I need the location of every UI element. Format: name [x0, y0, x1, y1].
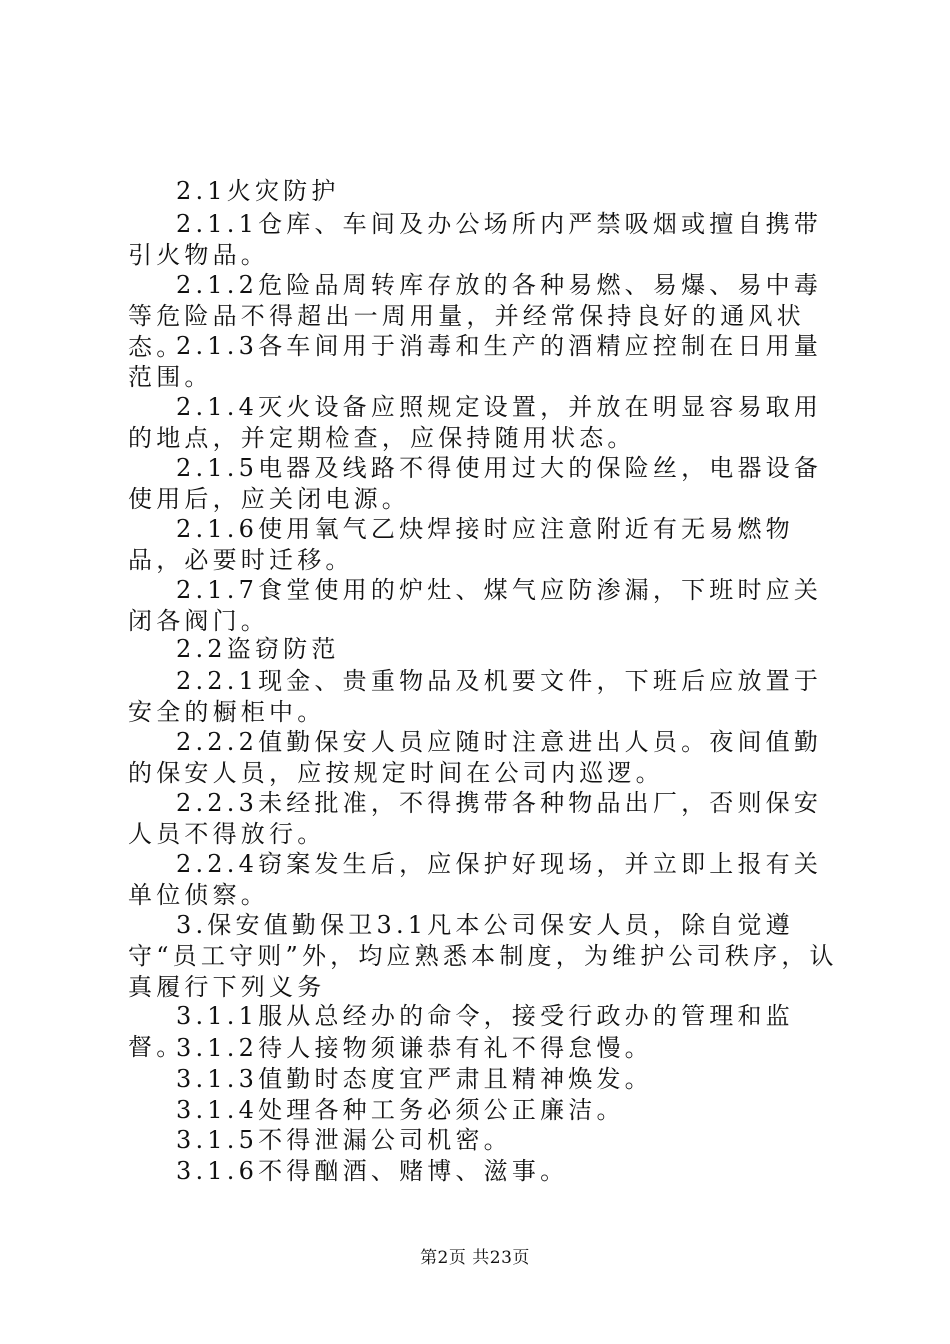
paragraph: 3.1.3值勤时态度宜严肃且精神焕发。 — [176, 1065, 653, 1093]
paragraph: 3.1.2待人接物须谦恭有礼不得怠慢。 — [176, 1034, 653, 1062]
paragraph: 2.1.5电器及线路不得使用过大的保险丝，电器设备使用后，应关闭电源。 — [128, 454, 823, 513]
paragraph: 2.2.1现金、贵重物品及机要文件，下班后应放置于安全的橱柜中。 — [128, 667, 823, 726]
paragraph: 3.1.4处理各种工务必须公正廉洁。 — [176, 1096, 625, 1124]
paragraph: 2.2.4窃案发生后，应保护好现场，并立即上报有关单位侦察。 — [128, 850, 823, 909]
paragraph: 3.1.1服从总经办的命令，接受行政办的管理和监督。 — [128, 1002, 794, 1061]
paragraph: 3.1.5不得泄漏公司机密。 — [176, 1126, 512, 1154]
page-number-footer: 第2页 共23页 — [420, 1248, 530, 1268]
paragraph: 2.1.2危险品周转库存放的各种易燃、易爆、易中毒等危险品不得超出一周用量，并经常保持良好的通风状态。 — [128, 271, 823, 361]
paragraph: 3.保安值勤保卫3.1凡本公司保安人员，除自觉遵守“员工守则”外，均应熟悉本制度，为维护公司秩序，认真履行下列义务 — [128, 911, 838, 1001]
paragraph: 2.1.7食堂使用的炉灶、煤气应防渗漏，下班时应关闭各阀门。 — [128, 576, 823, 635]
paragraph: 3.1.6不得酗酒、赌博、滋事。 — [176, 1157, 569, 1185]
paragraph: 2.1.6使用氧气乙炔焊接时应注意附近有无易燃物品，必要时迁移。 — [128, 515, 794, 574]
paragraph: 2.1.3各车间用于消毒和生产的酒精应控制在日用量范围。 — [128, 332, 823, 391]
paragraph: 2.2.3未经批准，不得携带各种物品出厂，否则保安人员不得放行。 — [128, 789, 823, 848]
paragraph: 2.1.4灭火设备应照规定设置，并放在明显容易取用的地点，并定期检查，应保持随用状态。 — [128, 393, 823, 452]
paragraph: 2.1.1仓库、车间及办公场所内严禁吸烟或擅自携带引火物品。 — [128, 210, 823, 269]
paragraph: 2.2.2值勤保安人员应随时注意进出人员。夜间值勤的保安人员，应按规定时间在公司内巡逻。 — [128, 728, 823, 787]
section-heading: 2.1火灾防护 — [176, 177, 340, 205]
section-heading: 2.2盗窃防范 — [176, 635, 340, 663]
